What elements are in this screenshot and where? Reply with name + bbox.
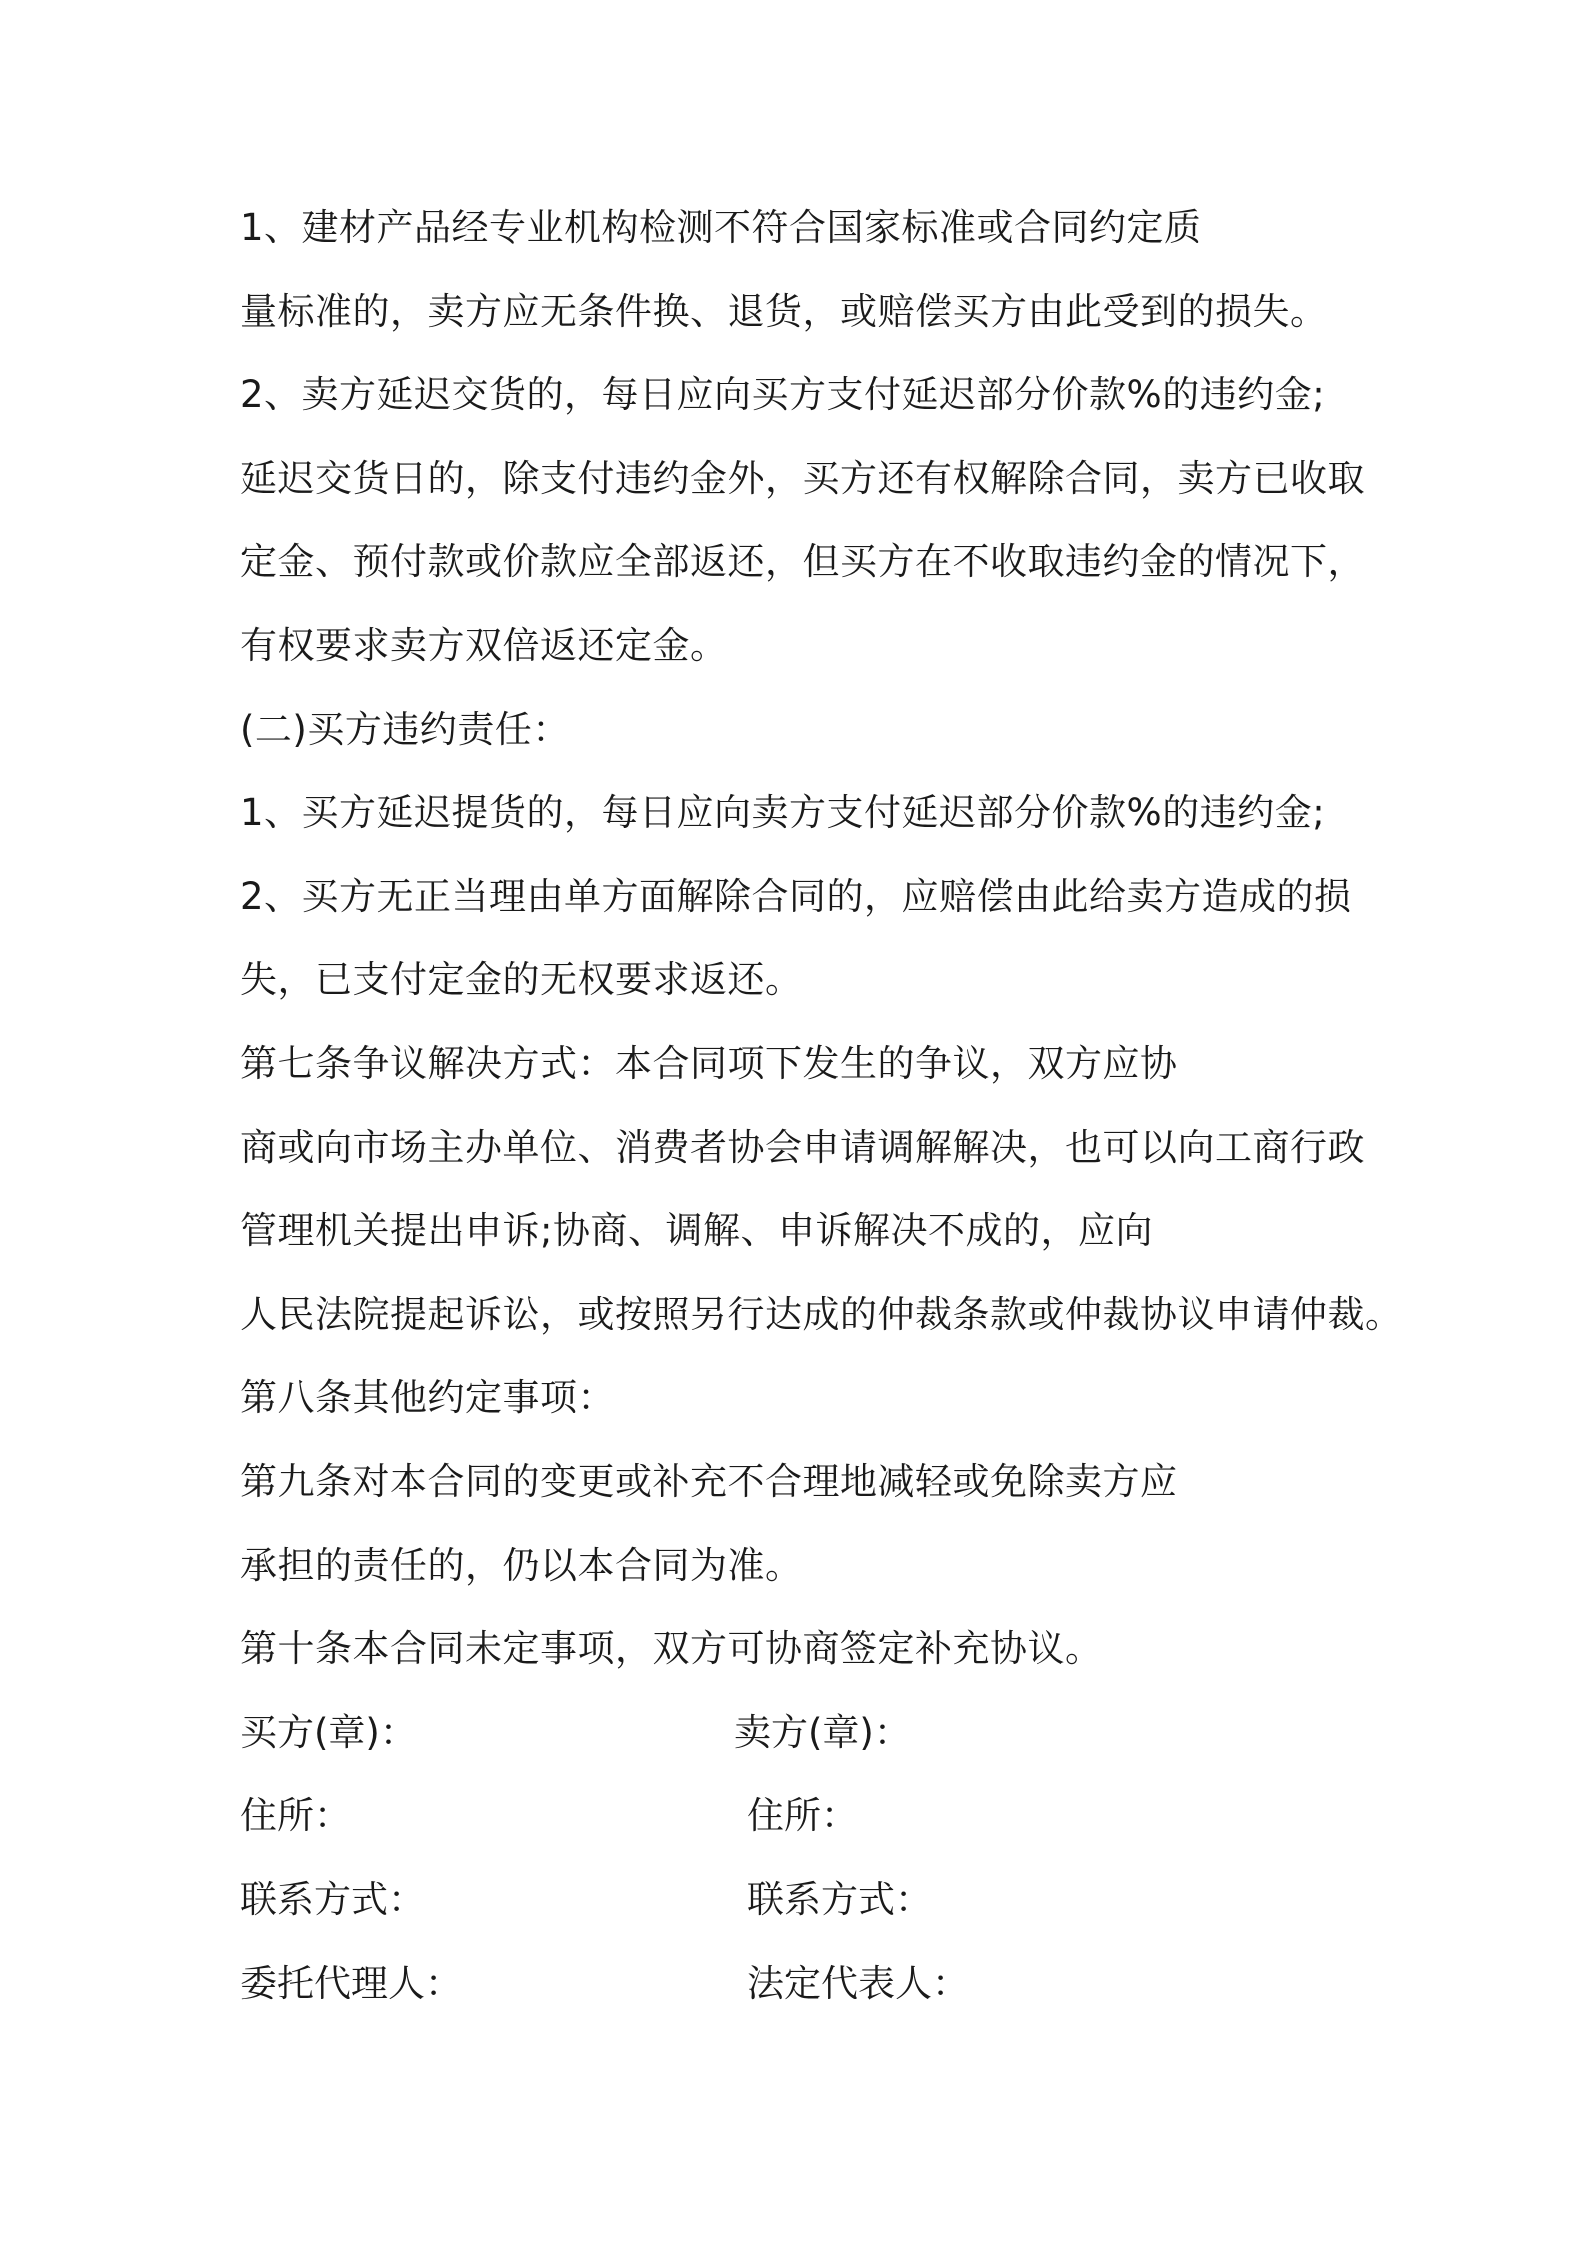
section-heading-buyer-liability: (二)买方违约责任： (240, 708, 570, 751)
article-9-line-2: 承担的责任的，仍以本合同为准。 (240, 1544, 803, 1587)
seller-contact-label: 联系方式： (747, 1878, 932, 1921)
clause-seller-delay-line-4: 有权要求卖方双倍返还定金。 (240, 624, 728, 667)
article-10-line-1: 第十条本合同未定事项，双方可协商签定补充协议。 (240, 1627, 1103, 1670)
article-7-line-3: 管理机关提出申诉;协商、调解、申诉解决不成的，应向 (240, 1209, 1153, 1252)
seller-seal-label: 卖方(章)： (734, 1711, 911, 1754)
clause-seller-delay-line-1: 2、卖方延迟交货的，每日应向买方支付延迟部分价款%的违约金; (240, 373, 1326, 416)
clause-seller-quality-line-1: 1、建材产品经专业机构检测不符合国家标准或合同约定质 (240, 206, 1202, 249)
buyer-agent-label: 委托代理人： (240, 1962, 462, 2005)
clause-buyer-delay-line-1: 1、买方延迟提货的，每日应向卖方支付延迟部分价款%的违约金; (240, 791, 1326, 834)
buyer-address-label: 住所： (240, 1794, 351, 1837)
buyer-contact-label: 联系方式： (240, 1878, 425, 1921)
seller-legal-representative-label: 法定代表人： (747, 1962, 969, 2005)
article-7-line-1: 第七条争议解决方式：本合同项下发生的争议，双方应协 (240, 1042, 1178, 1085)
article-7-line-2: 商或向市场主办单位、消费者协会申请调解解决，也可以向工商行政 (240, 1126, 1365, 1169)
clause-buyer-termination-line-2: 失，已支付定金的无权要求返还。 (240, 958, 803, 1001)
clause-seller-delay-line-3: 定金、预付款或价款应全部返还，但买方在不收取违约金的情况下， (240, 540, 1365, 583)
clause-seller-delay-line-2: 延迟交货日的，除支付违约金外，买方还有权解除合同，卖方已收取 (240, 457, 1365, 500)
seller-address-label: 住所： (747, 1794, 858, 1837)
article-9-line-1: 第九条对本合同的变更或补充不合理地减轻或免除卖方应 (240, 1460, 1178, 1503)
buyer-seal-label: 买方(章)： (240, 1711, 417, 1754)
article-8-line-1: 第八条其他约定事项： (240, 1376, 615, 1419)
clause-buyer-termination-line-1: 2、买方无正当理由单方面解除合同的，应赔偿由此给卖方造成的损 (240, 875, 1352, 918)
article-7-line-4: 人民法院提起诉讼，或按照另行达成的仲裁条款或仲裁协议申请仲裁。 (240, 1293, 1403, 1336)
clause-seller-quality-line-2: 量标准的，卖方应无条件换、退货，或赔偿买方由此受到的损失。 (240, 290, 1328, 333)
